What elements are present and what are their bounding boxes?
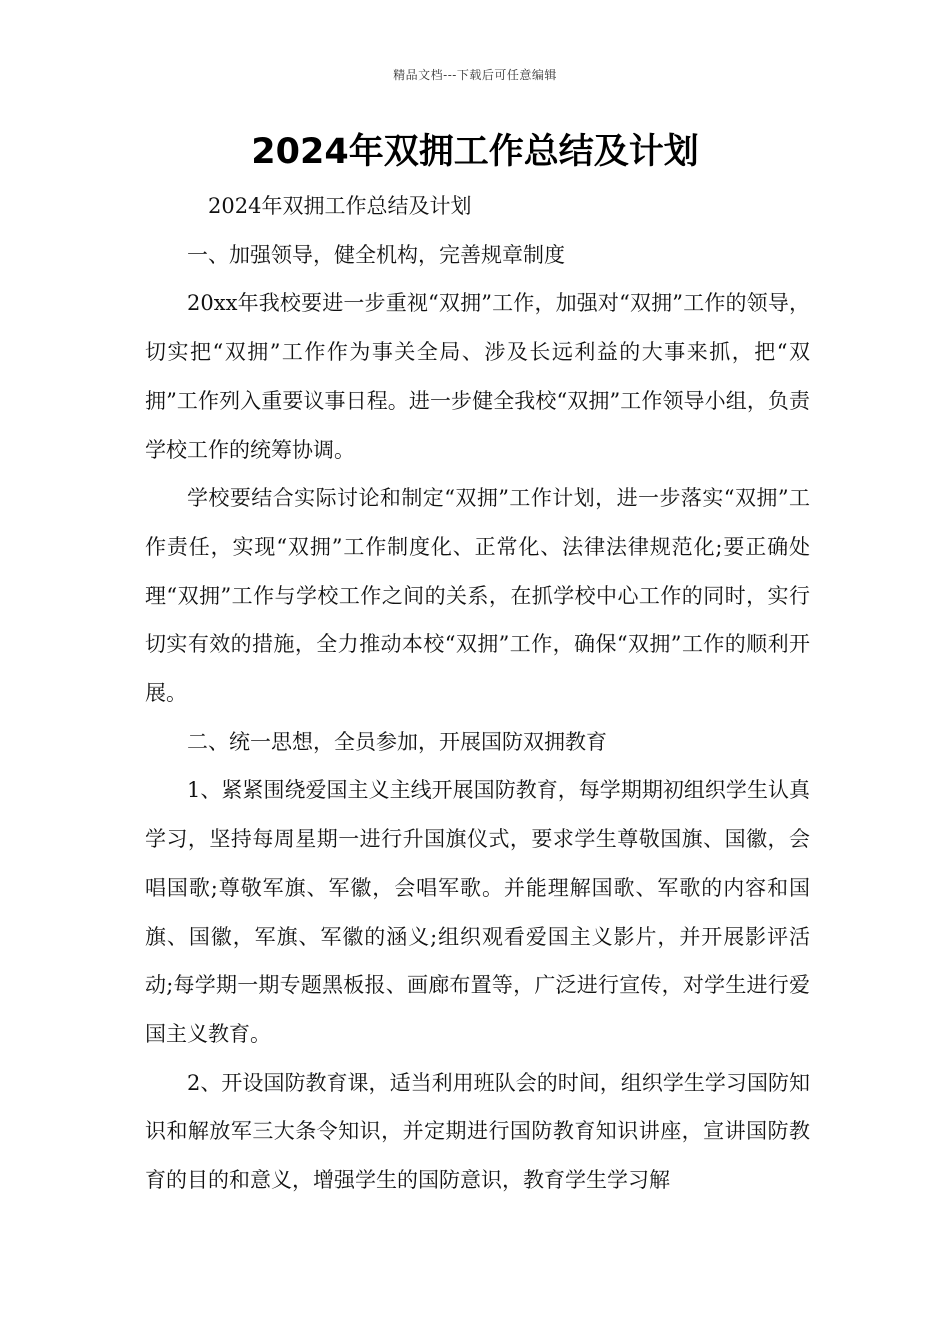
document-subtitle: 2024年双拥工作总结及计划 (208, 194, 472, 218)
paragraph: 学校要结合实际讨论和制定“双拥”工作计划，进一步落实“双拥”工作责任，实现“双拥”工作制度化、正常化、法律法律规范化;要正确处理“双拥”工作与学校工作之间的关系，在抓学校中心工作的同时，实行切实有效的措施，全力推动本校“双拥”工作，确保“双拥”工作的顺利开展。 (145, 486, 810, 706)
document-body (145, 182, 810, 1205)
document-title: 2024年双拥工作总结及计划 (251, 132, 699, 172)
paragraph: 20xx年我校要进一步重视“双拥”工作，加强对“双拥”工作的领导，切实把“双拥”工作作为事关全局、涉及长远利益的大事来抓，把“双拥”工作列入重要议事日程。进一步健全我校“双拥”工作领导小组，负责学校工作的统筹协调。 (145, 291, 810, 462)
section-heading-2: 二、统一思想，全员参加，开展国防双拥教育 (187, 729, 607, 754)
section-heading-1: 一、加强领导，健全机构，完善规章制度 (187, 242, 565, 267)
header-note: 精品文档---下载后可任意编辑 (393, 68, 557, 82)
paragraph: 1、紧紧围绕爱国主义主线开展国防教育，每学期期初组织学生认真学习，坚持每周星期一进行升国旗仪式，要求学生尊敬国旗、国徽，会唱国歌;尊敬军旗、军徽，会唱军歌。并能理解国歌、军歌的内容和国旗、国徽，军旗、军徽的涵义;组织观看爱国主义影片，并开展影评活动;每学期一期专题黑板报、画廊布置等，广泛进行宣传，对学生进行爱国主义教育。 (145, 778, 810, 1046)
paragraph: 2、开设国防教育课，适当利用班队会的时间，组织学生学习国防知识和解放军三大条令知识，并定期进行国防教育知识讲座，宣讲国防教育的目的和意义，增强学生的国防意识，教育学生学习解 (145, 1070, 810, 1193)
